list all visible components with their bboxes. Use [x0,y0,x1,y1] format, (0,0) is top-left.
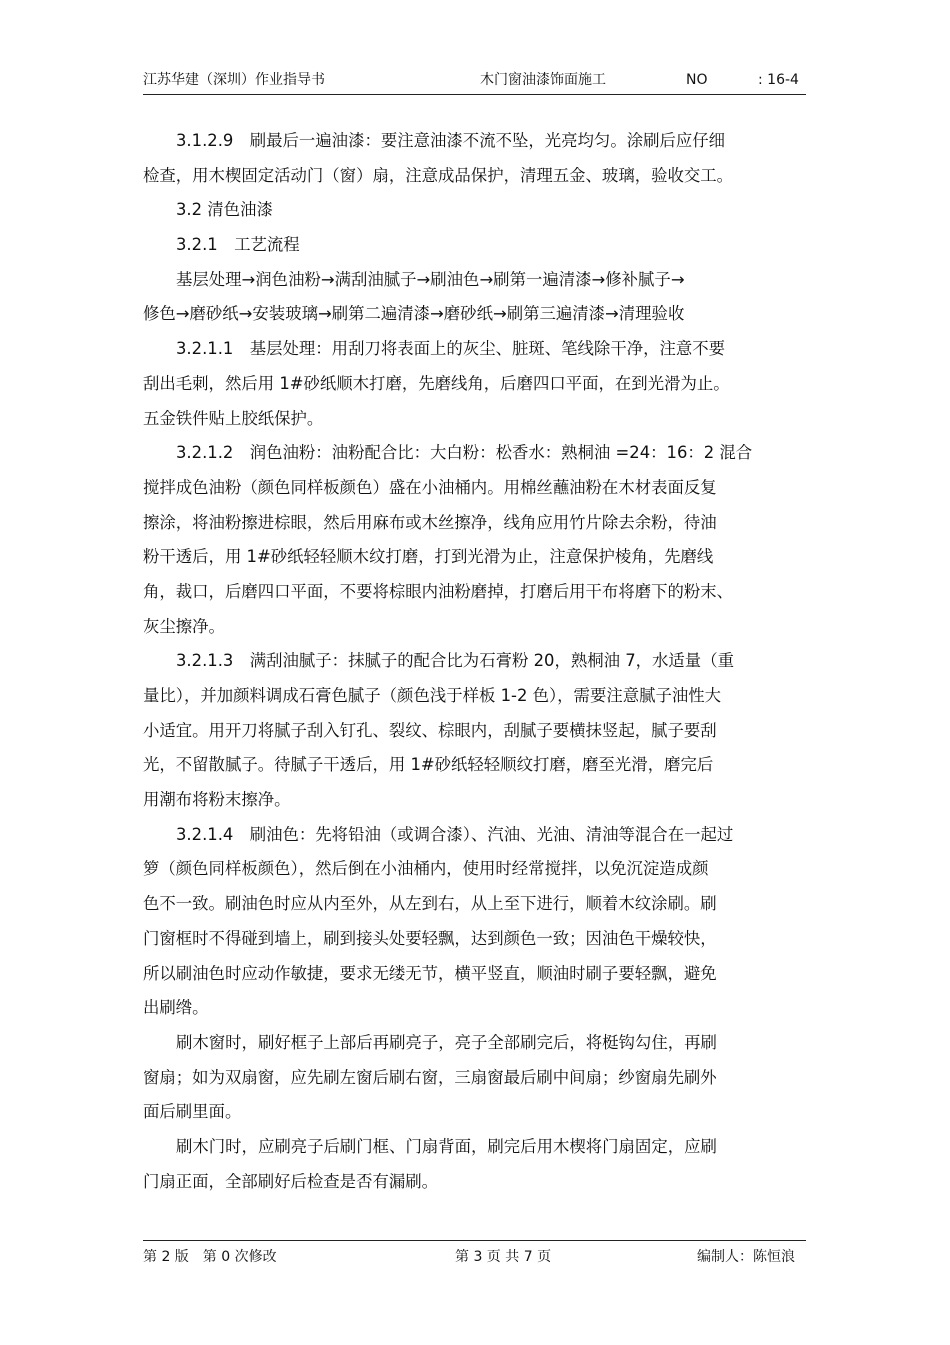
text-line: 3.2 清色油漆 [176,200,273,220]
footer-version: 第 2 版 第 0 次修改 [143,1249,277,1265]
text-line: 色不一致。刷油色时应从内至外，从左到右，从上至下进行，顺着木纹涂刷。刷 [143,894,717,914]
footer-rule [143,1240,806,1241]
text-line: 光，不留散腻子。待腻子干透后，用 1#砂纸轻轻顺纹打磨，磨至光滑，磨完后 [143,755,714,775]
text-line: 出刷绺。 [143,998,209,1018]
text-line: 3.1.2.9 刷最后一遍油漆：要注意油漆不流不坠，光亮均匀。涂刷后应仔细 [176,131,726,150]
text-line: 五金铁件贴上胶纸保护。 [143,408,324,428]
text-line: 3.2.1.3 满刮油腻子：抹腻子的配合比为石膏粉 20，熟桐油 7，水适量（重 [176,651,734,671]
text-line: 角，裁口，后磨四口平面，不要将棕眼内油粉磨掉，打磨后用干布将磨下的粉末、 [143,581,734,601]
text-line: 检查，用木楔固定活动门（窗）扇，注意成品保护，清理五金、玻璃，验收交工。 [143,165,734,185]
header-title: 木门窗油漆饰面施工 [480,72,606,88]
text-line: 擦涂，将油粉擦进棕眼，然后用麻布或木丝擦净，线角应用竹片除去余粉，待油 [143,512,717,532]
text-line: 箩（颜色同样板颜色），然后倒在小油桶内，使用时经常搅拌，以免沉淀造成颜 [143,859,709,879]
text-line: 小适宜。用开刀将腻子刮入钉孔、裂纹、棕眼内，刮腻子要横抹竖起，腻子要刮 [143,720,717,740]
text-line: 面后刷里面。 [143,1102,242,1122]
header-rule [143,94,806,95]
text-line: 刮出毛刺，然后用 1#砂纸顺木打磨，先磨线角，后磨四口平面，在到光滑为止。 [143,373,730,393]
text-line: 用潮布将粉末擦净。 [143,790,291,810]
text-line: 灰尘擦净。 [143,616,225,636]
header-company: 江苏华建（深圳）作业指导书 [143,72,325,88]
text-line: 3.2.1 工艺流程 [176,235,300,255]
footer-editor: 编制人：陈恒浪 [697,1249,795,1265]
text-line: 修色→磨砂纸→安装玻璃→刷第二遍清漆→磨砂纸→刷第三遍清漆→清理验收 [143,304,685,324]
header-no-value: : 16-4 [758,72,799,88]
text-line: 基层处理→润色油粉→满刮油腻子→刷油色→刷第一遍清漆→修补腻子→ [176,269,685,289]
body-text [143,124,823,1199]
header-no-label: NO [686,72,708,88]
text-line: 量比），并加颜料调成石膏色腻子（颜色浅于样板 1-2 色），需要注意腻子油性大 [143,686,722,705]
text-line: 3.2.1.1 基层处理：用刮刀将表面上的灰尘、脏斑、笔线除干净，注意不要 [176,339,726,359]
text-line: 粉干透后，用 1#砂纸轻轻顺木纹打磨，打到光滑为止，注意保护棱角，先磨线 [143,547,714,567]
text-line: 窗扇；如为双扇窗，应先刷左窗后刷右窗，三扇窗最后刷中间扇；纱窗扇先刷外 [143,1067,717,1087]
text-line: 3.2.1.2 润色油粉：油粉配合比：大白粉：松香水：熟桐油 =24：16：2 混合 [176,443,753,463]
footer-page-number: 第 3 页 共 7 页 [455,1249,552,1265]
text-line: 刷木门时，应刷亮子后刷门框、门扇背面，刷完后用木楔将门扇固定，应刷 [176,1136,717,1156]
text-line: 门窗框时不得碰到墙上，刷到接头处要轻飘，达到颜色一致；因油色干燥较快， [143,928,717,948]
text-line: 门扇正面，全部刷好后检查是否有漏刷。 [143,1171,439,1191]
text-line: 刷木窗时，刷好框子上部后再刷亮子，亮子全部刷完后，将梃钩勾住，再刷 [176,1032,717,1052]
text-line: 3.2.1.4 刷油色：先将铅油（或调合漆）、汽油、光油、清油等混合在一起过 [176,824,734,844]
text-line: 搅拌成色油粉（颜色同样板颜色）盛在小油桶内。用棉丝蘸油粉在木材表面反复 [143,477,717,497]
text-line: 所以刷油色时应动作敏捷，要求无缕无节，横平竖直，顺油时刷子要轻飘，避免 [143,963,717,983]
